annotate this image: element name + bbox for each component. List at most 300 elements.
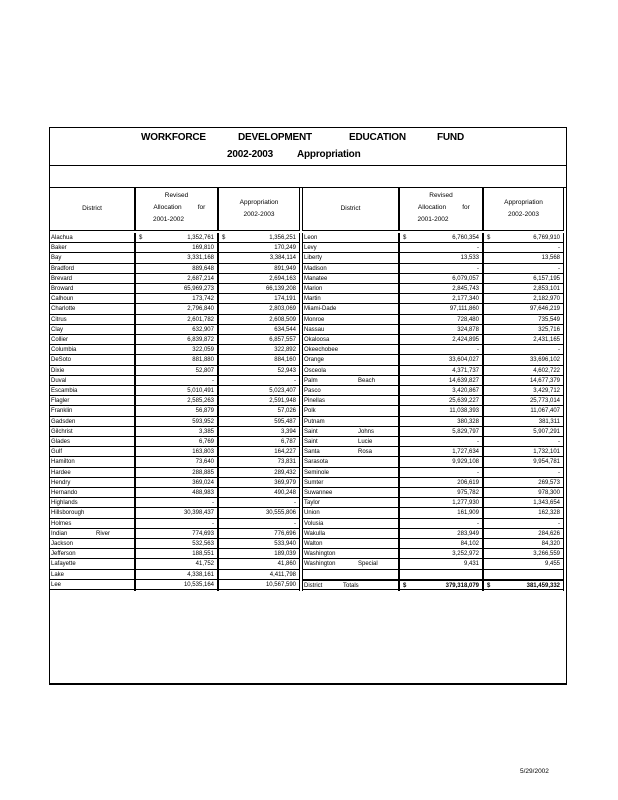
- table-cell: Highlands: [50, 498, 134, 508]
- table-cell: [136, 386, 217, 396]
- cell-value: -: [212, 520, 214, 527]
- table-cell: [400, 386, 482, 396]
- table-cell: [484, 233, 563, 243]
- table-cell: Marion: [303, 284, 398, 294]
- table-cell: Duval: [50, 376, 134, 386]
- table-cell: Dixie: [50, 366, 134, 376]
- cell-value: 380,328: [457, 418, 479, 425]
- cell-value: 6,857,557: [269, 337, 296, 343]
- table-cell: [484, 335, 563, 345]
- table-cell: [219, 345, 299, 355]
- cell-value: 6,787: [280, 439, 296, 445]
- table-cell: [400, 366, 482, 376]
- table-cell: Bradford: [50, 264, 134, 274]
- table-cell: Collier: [50, 335, 134, 345]
- table-cell: [400, 335, 482, 345]
- table-cell: [484, 580, 563, 590]
- table-cell: [484, 315, 563, 325]
- table-cell: [136, 570, 217, 580]
- cell-value: 14,639,827: [448, 377, 479, 384]
- table-cell: [400, 253, 482, 263]
- table-cell: [484, 284, 563, 294]
- cell-value: -: [477, 520, 479, 527]
- table-cell: Bay: [50, 253, 134, 263]
- table-cell: [400, 376, 482, 386]
- table-cell: [136, 498, 217, 508]
- table-cell: [484, 386, 563, 396]
- cell-value: 975,782: [457, 490, 479, 496]
- cell-value: 189,039: [274, 551, 296, 558]
- table-cell: Gadsden: [50, 417, 134, 427]
- table-cell: [303, 427, 398, 437]
- title-appropriation: Appropriation: [297, 149, 361, 160]
- table-cell: Osceola: [303, 366, 398, 376]
- table-cell: [484, 366, 563, 376]
- title-word-workforce: WORKFORCE: [141, 132, 206, 143]
- currency-symbol: $: [487, 235, 491, 241]
- cell-value: 5,829,797: [452, 428, 479, 435]
- table-cell: [400, 570, 482, 580]
- cell-value: -: [212, 500, 214, 507]
- title-word-education: EDUCATION: [349, 132, 406, 143]
- left-header-appropriation-col: [218, 187, 300, 231]
- table-cell: Monroe: [303, 315, 398, 325]
- table-cell: [484, 396, 563, 406]
- cell-value: 881,880: [192, 357, 214, 364]
- cell-value: 369,979: [274, 479, 296, 486]
- table-cell: Hendry: [50, 478, 134, 488]
- table-cell: Walton: [303, 539, 398, 549]
- table-cell: [484, 345, 563, 355]
- cell-value: 41,752: [195, 561, 214, 568]
- district-name-part: Beach: [358, 377, 376, 384]
- cell-value: 2,796,840: [187, 306, 214, 313]
- table-cell: [484, 570, 563, 580]
- table-cell: Columbia: [50, 345, 134, 355]
- title-word-development: DEVELOPMENT: [238, 132, 312, 143]
- table-cell: Lafayette: [50, 559, 134, 569]
- table-cell: Okaloosa: [303, 335, 398, 345]
- table-cell: [484, 427, 563, 437]
- table-cell: [50, 529, 134, 539]
- table-cell: [136, 417, 217, 427]
- table-cell: [400, 437, 482, 447]
- table-cell: Union: [303, 508, 398, 518]
- cell-value: -: [477, 245, 479, 252]
- table-cell: [484, 325, 563, 335]
- cell-value: 490,248: [274, 490, 296, 496]
- cell-value: 774,693: [192, 530, 214, 537]
- cell-value: 632,907: [192, 326, 214, 333]
- table-cell: Gilchrist: [50, 427, 134, 437]
- table-cell: [136, 376, 217, 386]
- cell-value: 4,371,737: [452, 367, 479, 374]
- cell-value: 289,432: [274, 469, 296, 476]
- table-cell: [136, 559, 217, 569]
- left-district-col: [49, 233, 135, 591]
- table-cell: [136, 264, 217, 274]
- cell-value: 30,398,437: [183, 510, 214, 517]
- currency-symbol: $: [487, 582, 491, 589]
- table-cell: [136, 539, 217, 549]
- table-cell: [484, 468, 563, 478]
- left-allocation-col: [135, 233, 218, 591]
- table-cell: Madison: [303, 264, 398, 274]
- footer-date: 5/29/2002: [520, 768, 549, 775]
- cell-value: 2,608,509: [269, 316, 296, 323]
- blank-row: [50, 166, 566, 188]
- cell-value: -: [477, 347, 479, 354]
- left-header-revised: Revised: [164, 192, 189, 199]
- cell-value: 6,839,872: [187, 337, 214, 343]
- table-cell: Holmes: [50, 519, 134, 529]
- table-cell: [484, 447, 563, 457]
- cell-value: 5,907,291: [533, 428, 560, 435]
- table-cell: [484, 264, 563, 274]
- table-cell: [219, 396, 299, 406]
- table-cell: [136, 355, 217, 365]
- table-cell: Manatee: [303, 274, 398, 284]
- cell-value: 2,182,970: [533, 296, 560, 303]
- table-cell: [219, 437, 299, 447]
- cell-value: -: [294, 377, 296, 384]
- table-cell: [219, 233, 299, 243]
- table-cell: [400, 508, 482, 518]
- cell-value: 57,026: [277, 408, 296, 415]
- cell-value: -: [294, 500, 296, 507]
- cell-value: 11,038,393: [449, 408, 479, 415]
- cell-value: 206,619: [457, 479, 479, 486]
- table-cell: Jackson: [50, 539, 134, 549]
- table-cell: Polk: [303, 406, 398, 416]
- table-cell: [136, 284, 217, 294]
- table-cell: [484, 457, 563, 467]
- table-cell: Taylor: [303, 498, 398, 508]
- district-name-part: River: [96, 530, 111, 537]
- cell-value: 170,249: [274, 245, 296, 252]
- table-cell: Lake: [50, 570, 134, 580]
- cell-value: 162,328: [538, 510, 560, 517]
- table-cell: [400, 447, 482, 457]
- left-header-appropriation: Appropriation: [239, 199, 279, 206]
- cell-value: 288,885: [192, 469, 214, 476]
- cell-value: 33,604,027: [448, 357, 479, 364]
- cell-value: 41,860: [277, 561, 296, 568]
- table-cell: Flagler: [50, 396, 134, 406]
- right-allocation-col: [399, 233, 483, 591]
- table-cell: [219, 580, 299, 590]
- cell-value: 891,949: [274, 265, 296, 272]
- right-header-appropriation-col: [483, 187, 564, 231]
- table-cell: Pinellas: [303, 396, 398, 406]
- table-cell: Leon: [303, 233, 398, 243]
- currency-symbol: $: [403, 235, 407, 241]
- table-cell: [219, 417, 299, 427]
- cell-value: 381,311: [538, 418, 560, 425]
- cell-value: 735,549: [538, 316, 560, 323]
- table-cell: [400, 580, 482, 590]
- right-appropriation-col: [483, 233, 564, 591]
- table-cell: Hillsborough: [50, 508, 134, 518]
- table-cell: [219, 559, 299, 569]
- cell-value: 269,573: [538, 479, 560, 486]
- title-row: [50, 128, 566, 166]
- cell-value: 6,079,057: [452, 275, 479, 282]
- table-cell: Calhoun: [50, 294, 134, 304]
- table-cell: [400, 417, 482, 427]
- cell-value: -: [212, 377, 214, 384]
- right-district-col: [302, 233, 399, 591]
- table-cell: [400, 355, 482, 365]
- table-cell: [136, 243, 217, 253]
- cell-value: 97,646,219: [529, 306, 560, 313]
- table-cell: Citrus: [50, 315, 134, 325]
- cell-value: 97,111,860: [449, 306, 479, 313]
- cell-value: 2,601,782: [187, 316, 214, 323]
- table-cell: Broward: [50, 284, 134, 294]
- table-cell: [484, 478, 563, 488]
- cell-value: 325,716: [538, 326, 560, 333]
- table-cell: [136, 396, 217, 406]
- cell-value: 3,420,867: [452, 388, 479, 394]
- cell-value: 6,769: [198, 439, 214, 445]
- cell-value: 6,769,910: [533, 235, 560, 241]
- cell-value: 33,696,102: [529, 357, 560, 364]
- table-cell: Alachua: [50, 233, 134, 243]
- table-cell: [400, 243, 482, 253]
- table-cell: Pasco: [303, 386, 398, 396]
- table-cell: [219, 376, 299, 386]
- table-cell: [303, 437, 398, 447]
- cell-value: 1,727,634: [452, 449, 479, 456]
- table-cell: [400, 264, 482, 274]
- table-cell: [400, 498, 482, 508]
- cell-value: 14,677,379: [529, 377, 560, 384]
- cell-value: 11,067,407: [530, 408, 560, 415]
- table-cell: [219, 304, 299, 314]
- cell-value: 3,429,712: [533, 388, 560, 394]
- cell-value: 174,191: [274, 296, 296, 303]
- table-cell: [136, 478, 217, 488]
- table-cell: Escambia: [50, 386, 134, 396]
- table-cell: [219, 406, 299, 416]
- table-cell: Nassau: [303, 325, 398, 335]
- cell-value: 2,591,948: [269, 398, 296, 405]
- cell-value: 188,551: [192, 551, 214, 558]
- cell-value: 173,742: [192, 296, 214, 303]
- table-cell: [400, 325, 482, 335]
- cell-value: 84,320: [541, 541, 560, 547]
- table-cell: Gulf: [50, 447, 134, 457]
- left-header-year: 2001-2002: [152, 216, 185, 223]
- cell-value: 978,300: [538, 490, 560, 496]
- cell-value: 6,760,354: [452, 235, 479, 241]
- table-cell: [400, 406, 482, 416]
- table-cell: [400, 233, 482, 243]
- cell-value: 1,343,654: [533, 500, 560, 507]
- table-cell: [136, 233, 217, 243]
- table-cell: [219, 468, 299, 478]
- table-cell: Putnam: [303, 417, 398, 427]
- cell-value: 52,943: [277, 367, 296, 374]
- table-cell: [400, 468, 482, 478]
- table-cell: Martin: [303, 294, 398, 304]
- table-cell: [484, 355, 563, 365]
- cell-value: 84,102: [460, 541, 479, 547]
- cell-value: 73,640: [195, 459, 214, 466]
- table-cell: [484, 539, 563, 549]
- cell-value: 2,585,263: [187, 398, 214, 405]
- table-cell: [219, 427, 299, 437]
- cell-value: 283,949: [457, 530, 479, 537]
- table-cell: [484, 529, 563, 539]
- table-cell: [484, 406, 563, 416]
- cell-value: 1,352,761: [187, 235, 214, 241]
- table-cell: Seminole: [303, 468, 398, 478]
- table-cell: Levy: [303, 243, 398, 253]
- table-cell: [219, 335, 299, 345]
- cell-value: 2,177,340: [452, 296, 479, 303]
- table-cell: [484, 498, 563, 508]
- table-cell: [136, 457, 217, 467]
- table-cell: [484, 559, 563, 569]
- cell-value: 30,555,806: [265, 510, 296, 517]
- cell-value: 2,431,165: [533, 337, 560, 343]
- right-header-allocation: Allocation: [417, 204, 447, 211]
- table-cell: [400, 559, 482, 569]
- cell-value: -: [477, 265, 479, 272]
- cell-value: 369,024: [192, 479, 214, 486]
- table-cell: [400, 294, 482, 304]
- table-cell: [400, 284, 482, 294]
- cell-value: 532,563: [192, 541, 214, 547]
- cell-value: 595,487: [274, 418, 296, 425]
- cell-value: 4,338,161: [187, 571, 214, 578]
- table-cell: [400, 304, 482, 314]
- table-cell: [219, 519, 299, 529]
- table-cell: [136, 335, 217, 345]
- cell-value: 776,696: [274, 530, 296, 537]
- table-cell: Sarasota: [303, 457, 398, 467]
- right-header-allocation-col: [399, 187, 483, 231]
- cell-value: 381,459,332: [526, 582, 560, 589]
- table-cell: [136, 529, 217, 539]
- table-cell: [400, 396, 482, 406]
- left-header-appropriation-year: 2002-2003: [243, 211, 275, 218]
- cell-value: 13,568: [541, 255, 560, 262]
- cell-value: -: [294, 520, 296, 527]
- cell-value: -: [558, 520, 560, 527]
- table-cell: [219, 355, 299, 365]
- table-cell: [400, 457, 482, 467]
- table-cell: [303, 580, 398, 590]
- right-header-year: 2001-2002: [417, 216, 449, 223]
- cell-value: 593,952: [192, 418, 214, 425]
- table-cell: [400, 539, 482, 549]
- cell-value: 10,535,164: [183, 581, 214, 588]
- table-cell: [484, 243, 563, 253]
- left-appropriation-col: [218, 233, 300, 591]
- table-cell: [484, 304, 563, 314]
- table-cell: [136, 437, 217, 447]
- table-cell: [136, 427, 217, 437]
- right-header-for: for: [462, 204, 470, 211]
- table-cell: [219, 549, 299, 559]
- district-name-part: Johns: [358, 428, 375, 435]
- district-name-part: Lucie: [358, 439, 373, 445]
- cell-value: -: [558, 347, 560, 354]
- table-cell: Charlotte: [50, 304, 134, 314]
- table-cell: [219, 366, 299, 376]
- table-cell: [484, 253, 563, 263]
- currency-symbol: $: [403, 582, 407, 589]
- right-header-revised: Revised: [429, 192, 453, 199]
- table-cell: [219, 478, 299, 488]
- cell-value: 3,252,972: [452, 551, 479, 558]
- cell-value: 322,892: [274, 347, 296, 354]
- cell-value: 25,639,227: [448, 398, 479, 405]
- table-cell: [136, 447, 217, 457]
- table-cell: [219, 243, 299, 253]
- table-cell: [219, 570, 299, 580]
- table-cell: [400, 478, 482, 488]
- table-cell: Hardee: [50, 468, 134, 478]
- table-cell: [136, 508, 217, 518]
- table-cell: Clay: [50, 325, 134, 335]
- cell-value: 488,983: [192, 490, 214, 496]
- table-cell: [400, 345, 482, 355]
- table-cell: [136, 304, 217, 314]
- cell-value: 3,394: [280, 428, 296, 435]
- table-cell: [484, 437, 563, 447]
- table-cell: Orange: [303, 355, 398, 365]
- cell-value: 2,424,895: [452, 337, 479, 343]
- table-cell: [136, 519, 217, 529]
- district-name-part: Santa: [304, 449, 320, 456]
- totals-label-district: District: [304, 582, 323, 589]
- cell-value: 10,567,590: [265, 581, 296, 588]
- table-cell: [136, 315, 217, 325]
- district-name-part: Indian: [51, 530, 68, 537]
- table-cell: [219, 447, 299, 457]
- table-cell: Okeechobee: [303, 345, 398, 355]
- cell-value: 163,803: [192, 449, 214, 456]
- cell-value: 161,909: [457, 510, 479, 517]
- cell-value: 2,687,214: [187, 275, 214, 282]
- table-cell: [219, 498, 299, 508]
- cell-value: -: [558, 439, 560, 445]
- cell-value: 66,139,208: [265, 286, 296, 292]
- cell-value: 379,318,079: [445, 582, 479, 589]
- table-cell: [219, 284, 299, 294]
- cell-value: 9,431: [463, 561, 479, 568]
- table-cell: [219, 274, 299, 284]
- cell-value: 2,853,101: [533, 286, 560, 292]
- table-cell: [303, 570, 398, 580]
- table-cell: [219, 315, 299, 325]
- table-cell: Miami-Dade: [303, 304, 398, 314]
- table-cell: [400, 549, 482, 559]
- table-cell: [484, 274, 563, 284]
- cell-value: 6,157,195: [533, 275, 560, 282]
- cell-value: 9,929,108: [452, 459, 479, 466]
- table-cell: Hernando: [50, 488, 134, 498]
- title-word-fund: FUND: [437, 132, 464, 143]
- district-name-part: Special: [358, 561, 378, 568]
- cell-value: 2,845,743: [452, 286, 479, 292]
- table-cell: [136, 345, 217, 355]
- table-cell: [219, 386, 299, 396]
